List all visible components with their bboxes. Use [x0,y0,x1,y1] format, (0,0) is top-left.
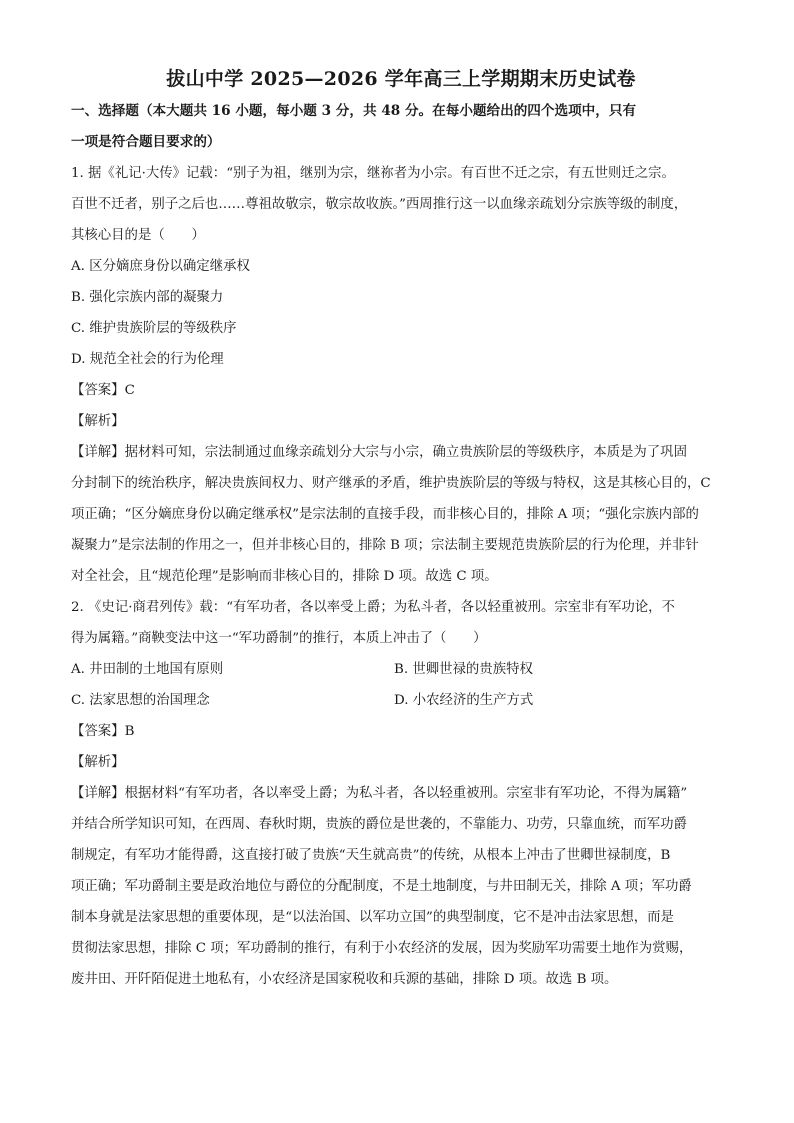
option-c: C. 维护贵族阶层的等级秩序 [71,321,237,336]
detail-text: 据材料可知，宗法制通过血缘亲疏划分大宗与小宗，确立贵族阶层的等级秩序，本质是为了巩固 [124,445,687,460]
detail-line: 分封制下的统治秩序，解决贵族间权力、财产继承的矛盾，维护贵族阶层的等级与特权，这是其核心目的，C [71,476,711,491]
option-b: B. 强化宗族内部的凝聚力 [71,290,224,305]
detail-line [71,437,731,468]
option-a: A. 区分嫡庶身份以确定继承权 [71,259,250,274]
question-1 [71,158,731,592]
document-page [71,62,731,995]
detail-line [71,778,731,809]
detail-line: 项正确；军功爵制主要是政治地位与爵位的分配制度，不是土地制度，与井田制无关，排除 A 项；军功爵 [71,879,692,894]
section-heading-line: 一项是符合题目要求的） [71,134,221,150]
answer-tag: 【答案】 [71,383,125,398]
detail-tag: 【详解】 [71,786,125,801]
option-a: A. 井田制的土地国有原则 [71,662,224,677]
detail-line: 对全社会，且“规范伦理”是影响而非核心目的，排除 D 项。故选 C 项。 [71,569,498,584]
option-d: D. 小农经济的生产方式 [394,693,534,708]
detail-line: 凝聚力”是宗法制的作用之一，但并非核心目的，排除 B 项；宗法制主要规范贵族阶层的行为伦理，并非针 [71,538,699,553]
question-stem: 1. 据《礼记·大传》记载：“别子为祖，继别为宗，继祢者为小宗。有百世不迁之宗，有五世则迁之宗。 [71,166,675,181]
option-row [71,654,731,685]
option-row [71,685,731,716]
question-2 [71,592,731,995]
detail-text: 根据材料“有军功者，各以率受上爵；为私斗者，各以轻重被刑。宗室非有军功论，不得为属籍” [124,786,688,801]
analysis-tag: 【解析】 [71,414,125,429]
answer-tag: 【答案】 [71,724,125,739]
detail-line: 废井田、开阡陌促进土地私有，小农经济是国家税收和兵源的基础，排除 D 项。故选 B 项。 [71,972,618,987]
detail-line: 项正确；“区分嫡庶身份以确定继承权”是宗法制的直接手段，而非核心目的，排除 A 项；“强化宗族内部的 [71,507,699,522]
answer-value: B [124,724,135,739]
detail-tag: 【详解】 [71,445,125,460]
question-stem: 其核心目的是（ ） [71,228,205,243]
answer-line [71,716,731,747]
detail-line: 并结合所学知识可知，在西周、春秋时期，贵族的爵位是世袭的，不靠能力、功劳，只靠血统，而军功爵 [71,817,687,832]
page-title: 拔山中学 2025—2026 学年高三上学期期末历史试卷 [166,68,636,90]
option-d: D. 规范全社会的行为伦理 [71,352,224,367]
question-stem: 2. 《史记·商君列传》载：“有军功者，各以率受上爵；为私斗者，各以轻重被刑。宗室非有军功论，不 [71,600,675,615]
option-b: B. 世卿世禄的贵族特权 [394,662,533,677]
answer-line [71,375,731,406]
option-c: C. 法家思想的治国理念 [71,693,210,708]
question-stem: 百世不迁者，别子之后也……尊祖故敬宗，敬宗故收族。”西周推行这一以血缘亲疏划分宗族等级的制度， [71,197,688,212]
analysis-tag: 【解析】 [71,755,125,770]
answer-value: C [124,383,135,398]
detail-line: 贯彻法家思想，排除 C 项；军功爵制的推行，有利于小农经济的发展，因为奖励军功需要土地作为赏赐， [71,941,693,956]
section-heading-line: 一、选择题（本大题共 16 小题，每小题 3 分，共 48 分。在每小题给出的四个选项中，只有 [71,103,637,119]
detail-line: 制本身就是法家思想的重要体现，是“以法治国、以军功立国”的典型制度，它不是冲击法家思想，而是 [71,910,674,925]
section-heading [71,96,731,158]
detail-line: 制规定，有军功才能得爵，这直接打破了贵族“天生就高贵”的传统，从根本上冲击了世卿世禄制度，B [71,848,671,863]
question-stem: 得为属籍。”商鞅变法中这一“军功爵制”的推行，本质上冲击了（ ） [71,631,487,646]
